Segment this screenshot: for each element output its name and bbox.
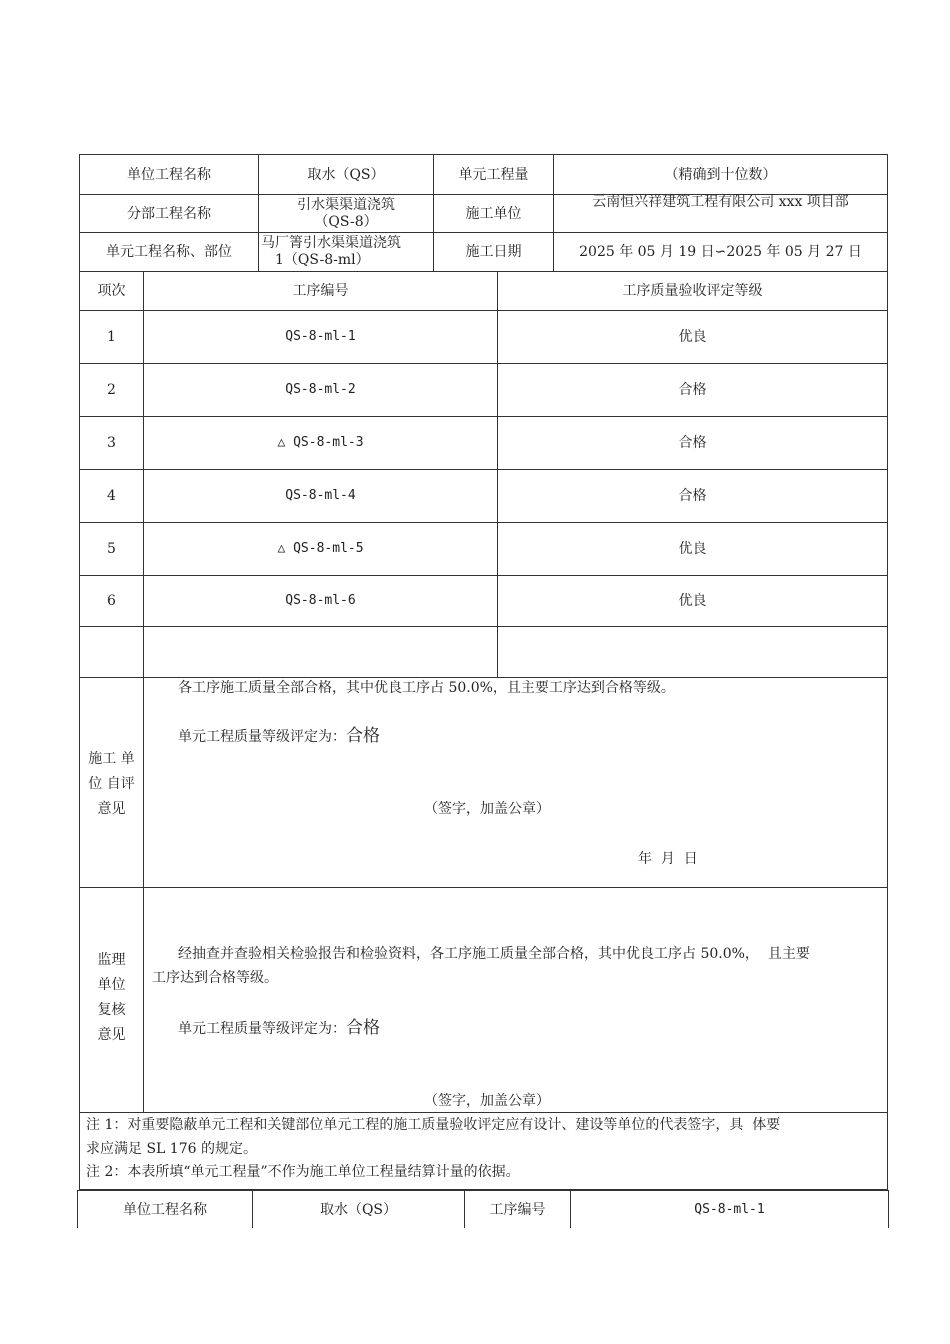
row-index: 2 (107, 382, 116, 398)
note2: 注 2：本表所填“单元工程量”不作为施工单位工程量结算计量的依据。 (86, 1164, 520, 1180)
division-label: 分部工程名称 (127, 205, 211, 222)
row-code: QS-8-ml-4 (285, 488, 356, 503)
col-grade-header: 工序质量验收评定等级 (622, 283, 763, 299)
element-quantity-label: 单元工程量 (458, 166, 529, 183)
self-evaluation-label-line3: 意见 (97, 801, 126, 817)
row-code: △ QS-8-ml-5 (277, 541, 364, 556)
row-grade: 合格 (678, 382, 707, 398)
next-process-code-value: QS-8-ml-1 (694, 1201, 765, 1217)
element-name-line1: 马厂箐引水渠渠道浇筑 (261, 234, 401, 251)
supervision-review-label-line3: 复核 (97, 1002, 126, 1018)
row-code: QS-8-ml-2 (285, 382, 356, 397)
row-index: 6 (107, 593, 116, 609)
self-evaluation-grade-value: 合格 (346, 726, 380, 746)
unit-project-label: 单位工程名称 (127, 166, 211, 183)
self-evaluation-grade (178, 724, 380, 749)
row-code (144, 627, 497, 677)
next-unit-project-value: 取水（QS） (319, 1201, 398, 1218)
division-value-line2: （QS-8） (314, 213, 378, 230)
col-index-header: 项次 (97, 283, 126, 299)
supervision-review-label (80, 948, 143, 1048)
row-grade: 优良 (678, 329, 707, 345)
row-index: 1 (107, 329, 116, 345)
date-label: 施工日期 (465, 244, 522, 260)
row-index: 4 (107, 488, 116, 504)
supervision-signature: （签字，加盖公章） (424, 1093, 550, 1109)
element-name-value (259, 232, 433, 271)
col-code-header: 工序编号 (292, 283, 349, 299)
supervision-summary-line2: 工序达到合格等级。 (152, 970, 278, 986)
row-grade: 优良 (678, 593, 707, 609)
row-code: QS-8-ml-6 (285, 593, 356, 608)
self-evaluation-summary: 各工序施工质量全部合格，其中优良工序占 50.0%，且主要工序达到合格等级。 (178, 680, 675, 696)
row-index (80, 627, 143, 677)
self-evaluation-label-line1: 施工 单 (88, 751, 135, 767)
self-evaluation-date: 年 月 日 (638, 851, 698, 867)
unit-project-value: 取水（QS） (307, 166, 385, 183)
note1-line2: 求应满足 SL 176 的规定。 (86, 1141, 257, 1157)
row-index: 3 (107, 435, 116, 451)
supervision-grade-value: 合格 (346, 1018, 380, 1038)
date-value: 2025 年 05 月 19 日∽2025 年 05 月 27 日 (579, 244, 862, 260)
supervision-grade-prefix: 单元工程质量等级评定为： (178, 1021, 346, 1037)
contractor-label: 施工单位 (465, 205, 522, 222)
row-code: QS-8-ml-1 (285, 329, 356, 344)
row-grade: 合格 (678, 435, 707, 451)
note1-line1: 注 1：对重要隐蔽单元工程和关键部位单元工程的施工质量验收评定应有设计、建设等单位的代表签字，具 体要 (86, 1117, 781, 1133)
element-quantity-value: （精确到十位数） (664, 166, 777, 183)
self-evaluation-signature: （签字，加盖公章） (424, 801, 550, 817)
supervision-review-label-line2: 单位 (97, 977, 126, 993)
row-grade: 合格 (678, 488, 707, 504)
supervision-review-label-line1: 监理 (97, 952, 126, 968)
element-name-line2: 1（QS-8-ml） (275, 251, 370, 268)
division-value-line1: 引水渠渠道浇筑 (297, 196, 395, 213)
row-grade: 优良 (678, 541, 707, 557)
element-name-label: 单元工程名称、部位 (106, 244, 232, 260)
self-evaluation-grade-prefix: 单元工程质量等级评定为： (178, 729, 346, 745)
supervision-grade (178, 1016, 380, 1041)
row-index: 5 (107, 541, 116, 557)
supervision-review-label-line4: 意见 (97, 1027, 126, 1043)
self-evaluation-label (80, 747, 143, 822)
division-value (259, 195, 433, 232)
row-code: △ QS-8-ml-3 (277, 435, 364, 450)
self-evaluation-label-line2: 位 自评 (88, 776, 135, 792)
next-unit-project-label: 单位工程名称 (123, 1201, 207, 1218)
supervision-summary-line1: 经抽查并查验相关检验报告和检验资料，各工序施工质量全部合格，其中优良工序占 50.0%， 且主要 (178, 946, 810, 962)
row-grade (498, 627, 887, 677)
contractor-value: 云南恒兴祥建筑工程有限公司 xxx 项目部 (592, 194, 849, 210)
next-process-code-label: 工序编号 (489, 1201, 546, 1218)
